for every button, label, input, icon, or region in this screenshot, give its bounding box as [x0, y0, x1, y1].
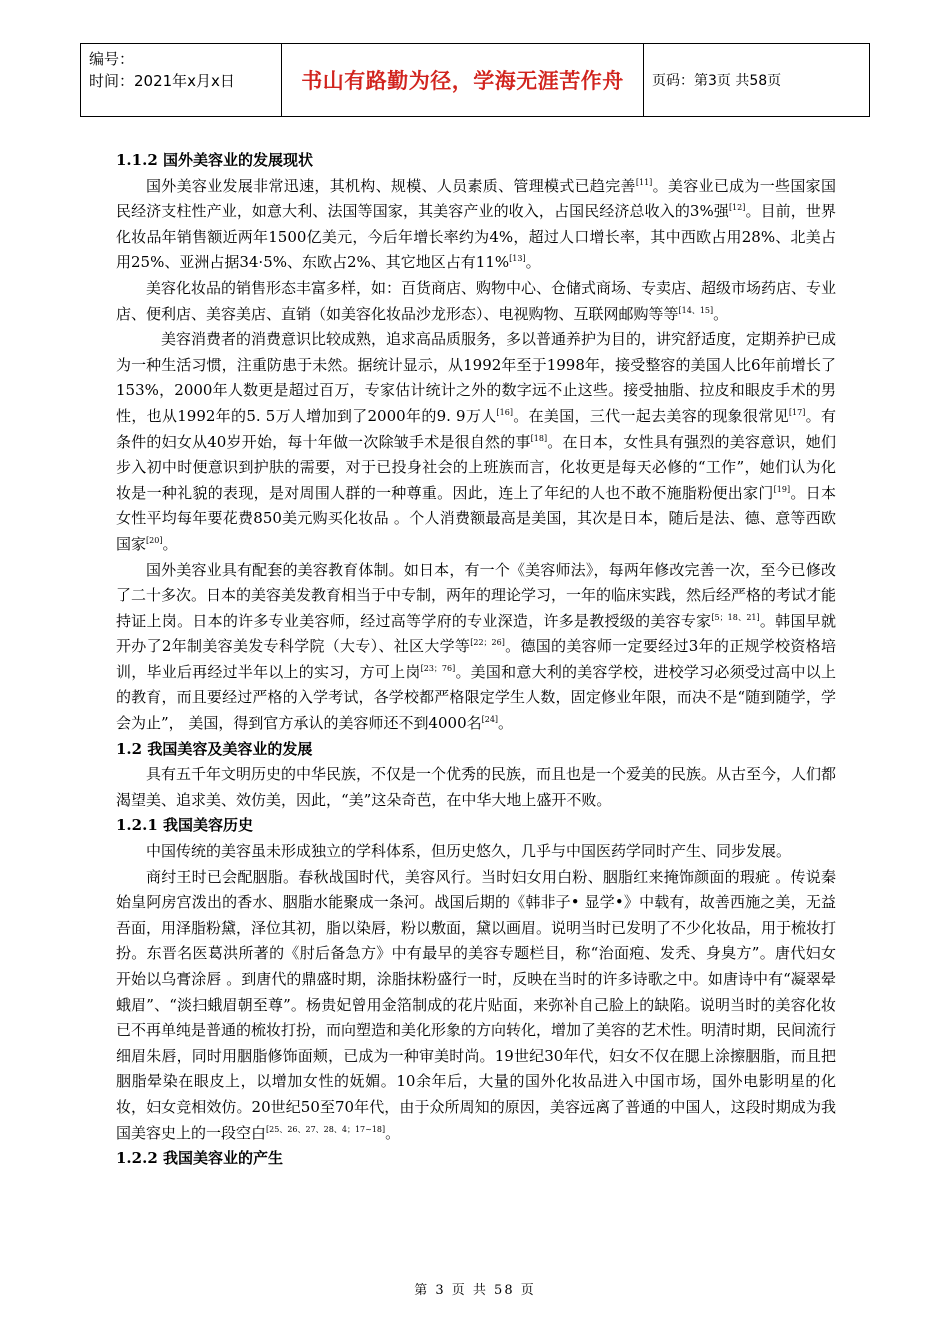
citation: [23；76] [420, 663, 456, 673]
paragraph: 美容化妆品的销售形态丰富多样，如：百货商店、购物中心、仓储式商场、专卖店、超级市场药店、专业店、便利店、美容美店、直销（如美容化妆品沙龙形态）、电视购物、互联网邮购等等[14、15]。 [116, 278, 837, 323]
section-title-1-2: 1.2 我国美容及美容业的发展 [116, 739, 313, 758]
citation: [16] [496, 407, 513, 417]
header-motto: 书山有路勤为径，学海无涯苦作舟 [282, 44, 644, 116]
paragraph: 商纣王时已会配胭脂。春秋战国时代，美容风行。当时妇女用白粉、胭脂红来掩饰颜面的瑕疵 。传说秦始皇阿房宫泼出的香水、胭脂水能聚成一条河。战国后期的《韩非子• 显学•》中载有，故善西施之美，无益吾面，用泽脂粉黛，泽位其初，脂以染唇，粉以敷面，黛以画眉。说明当时已发明了不少化妆品，用于梳妆打扮。东晋名医葛洪所著的《肘后备急方》中有最早的美容专题栏目，称“治面疱、发秃、身臭方”。唐代妇女开始以乌膏涂唇 。到唐代的鼎盛时期，涂脂抹粉盛行一时，反映在当时的许多诗歌之中。如唐诗中有“凝翠晕蛾眉”、“淡扫蛾眉朝至尊”。杨贵妃曾用金箔制成的花片贴面，来弥补自己脸上的缺陷。说明当时的美容化妆已不再单纯是普通的梳妆打扮，而向塑造和美化形象的方向转化，增加了美容的艺术性。明清时期，民间流行细眉朱唇，同时用胭脂修饰面颊，已成为一种审美时尚。19世纪30年代，妇女不仅在腮上涂擦胭脂，而且把胭脂晕染在眼皮上，以增加女性的妩媚。10余年后，大量的国外化妆品进入中国市场，国外电影明星的化妆，妇女竞相效仿。20世纪50至70年代，由于众所周知的原因，美容远离了普通的中国人，这段时期成为我国美容史上的一段空白[25、26、27、28、4；17~18]。 [116, 867, 837, 1142]
citation: [13] [509, 254, 526, 264]
header-page-info: 页码：第3页 共58页 [652, 73, 782, 89]
code-label: 编号： [89, 50, 135, 68]
citation: [12] [728, 203, 746, 213]
citation: [24] [481, 715, 499, 725]
page-footer: 第 3 页 共 58 页 [414, 1283, 536, 1298]
paragraph: 具有五千年文明历史的中华民族，不仅是一个优秀的民族，而且也是一个爱美的民族。从古至今，人们都渴望美、追求美、效仿美，因此，“美”这朵奇芭，在中华大地上盛开不败。 [116, 765, 837, 809]
citation: [22；26] [470, 638, 505, 648]
header-table [80, 43, 870, 117]
paragraph: 中国传统的美容虽未形成独立的学科体系，但历史悠久，几乎与中国医药学同时产生、同步发展。 [146, 842, 792, 861]
section-title-1-2-2: 1.2.2 我国美容业的产生 [116, 1149, 283, 1168]
citation: [25、26、27、28、4；17~18] [266, 1124, 386, 1134]
section-title-1-1-2: 1.1.2 国外美容业的发展现状 [116, 151, 313, 169]
citation: [17] [788, 407, 806, 417]
section-title-1-2-1: 1.2.1 我国美容历史 [116, 816, 253, 835]
header-left-cell [81, 44, 282, 116]
paragraph: 美容消费者的消费意识比较成熟，追求高品质服务，多以普通养护为目的，讲究舒适度，定期养护已成为一种生活习惯，注重防患于未然。据统计显示，从1992年至于1998年，接受整容的美国人比6年前增长了153%，2000年人数更是超过百万，专家估计统计之外的数字远不止这些。接受抽脂、拉皮和眼皮手术的男性，也从1992年的5. 5万人增加到了2000年的9. 9万人[16]。在美国，三代一起去美容的现象很常见[17]。有条件的妇女从40岁开始，每十年做一次除皱手术是很自然的事[18]。在日本，女性具有强烈的美容意识，她们步入初中时便意识到护肤的需要，对于已投身社会的上班族而言，化妆更是每天必修的“工作”，她们认为化妆是一种礼貌的表现，是对周围人群的一种尊重。因此，连上了年纪的人也不敢不施脂粉便出家门[19]。日本女性平均每年要花费850美元购买化妆品 。个人消费额最高是美国，其次是日本，随后是法、德、意等西欧国家[20]。 [116, 330, 837, 553]
citation: [18] [530, 433, 548, 443]
citation: [14、15] [678, 305, 714, 315]
citation: [19] [773, 484, 791, 494]
paragraph: 国外美容业发展非常迅速，其机构、规模、人员素质、管理模式已趋完善[11]。美容业已成为一些国家国民经济支柱性产业，如意大利、法国等国家，其美容产业的收入，占国民经济总收入的3%强[12]。目前，世界化妆品年销售额近两年1500亿美元，今后年增长率约为4%，超过人口增长率，其中西欧占用28%、北美占用25%、亚洲占据34·5%、东欧占2%、其它地区占有11%[13]。 [116, 176, 836, 272]
citation: [20] [146, 535, 163, 545]
citation: [5；18、21] [711, 612, 760, 622]
time-label: 时间：2021年x月x日 [89, 72, 235, 90]
document-body [116, 148, 836, 1172]
citation: [11] [635, 177, 653, 187]
paragraph: 国外美容业具有配套的美容教育体制。如日本，有一个《美容师法》，每两年修改完善一次，至今已修改了二十多次。日本的美容美发教育相当于中专制，两年的理论学习，一年的临床实践，然后经严格的考试才能持证上岗。日本的许多专业美容师，经过高等学府的专业深造，许多是教授级的美容专家[5；18、21]。韩国早就开办了2年制美容美发专科学院（大专）、社区大学等[22；26]。德国的美容师一定要经过3年的正规学校资格培训，毕业后再经过半年以上的实习，方可上岗[23；76]。美国和意大利的美容学校，进校学习必须受过高中以上的教育，而且要经过严格的入学考试，各学校都严格限定学生人数，固定修业年限，而决不是“随到随学，学会为止”， 美国，得到官方承认的美容师还不到4000名[24]。 [116, 560, 837, 733]
